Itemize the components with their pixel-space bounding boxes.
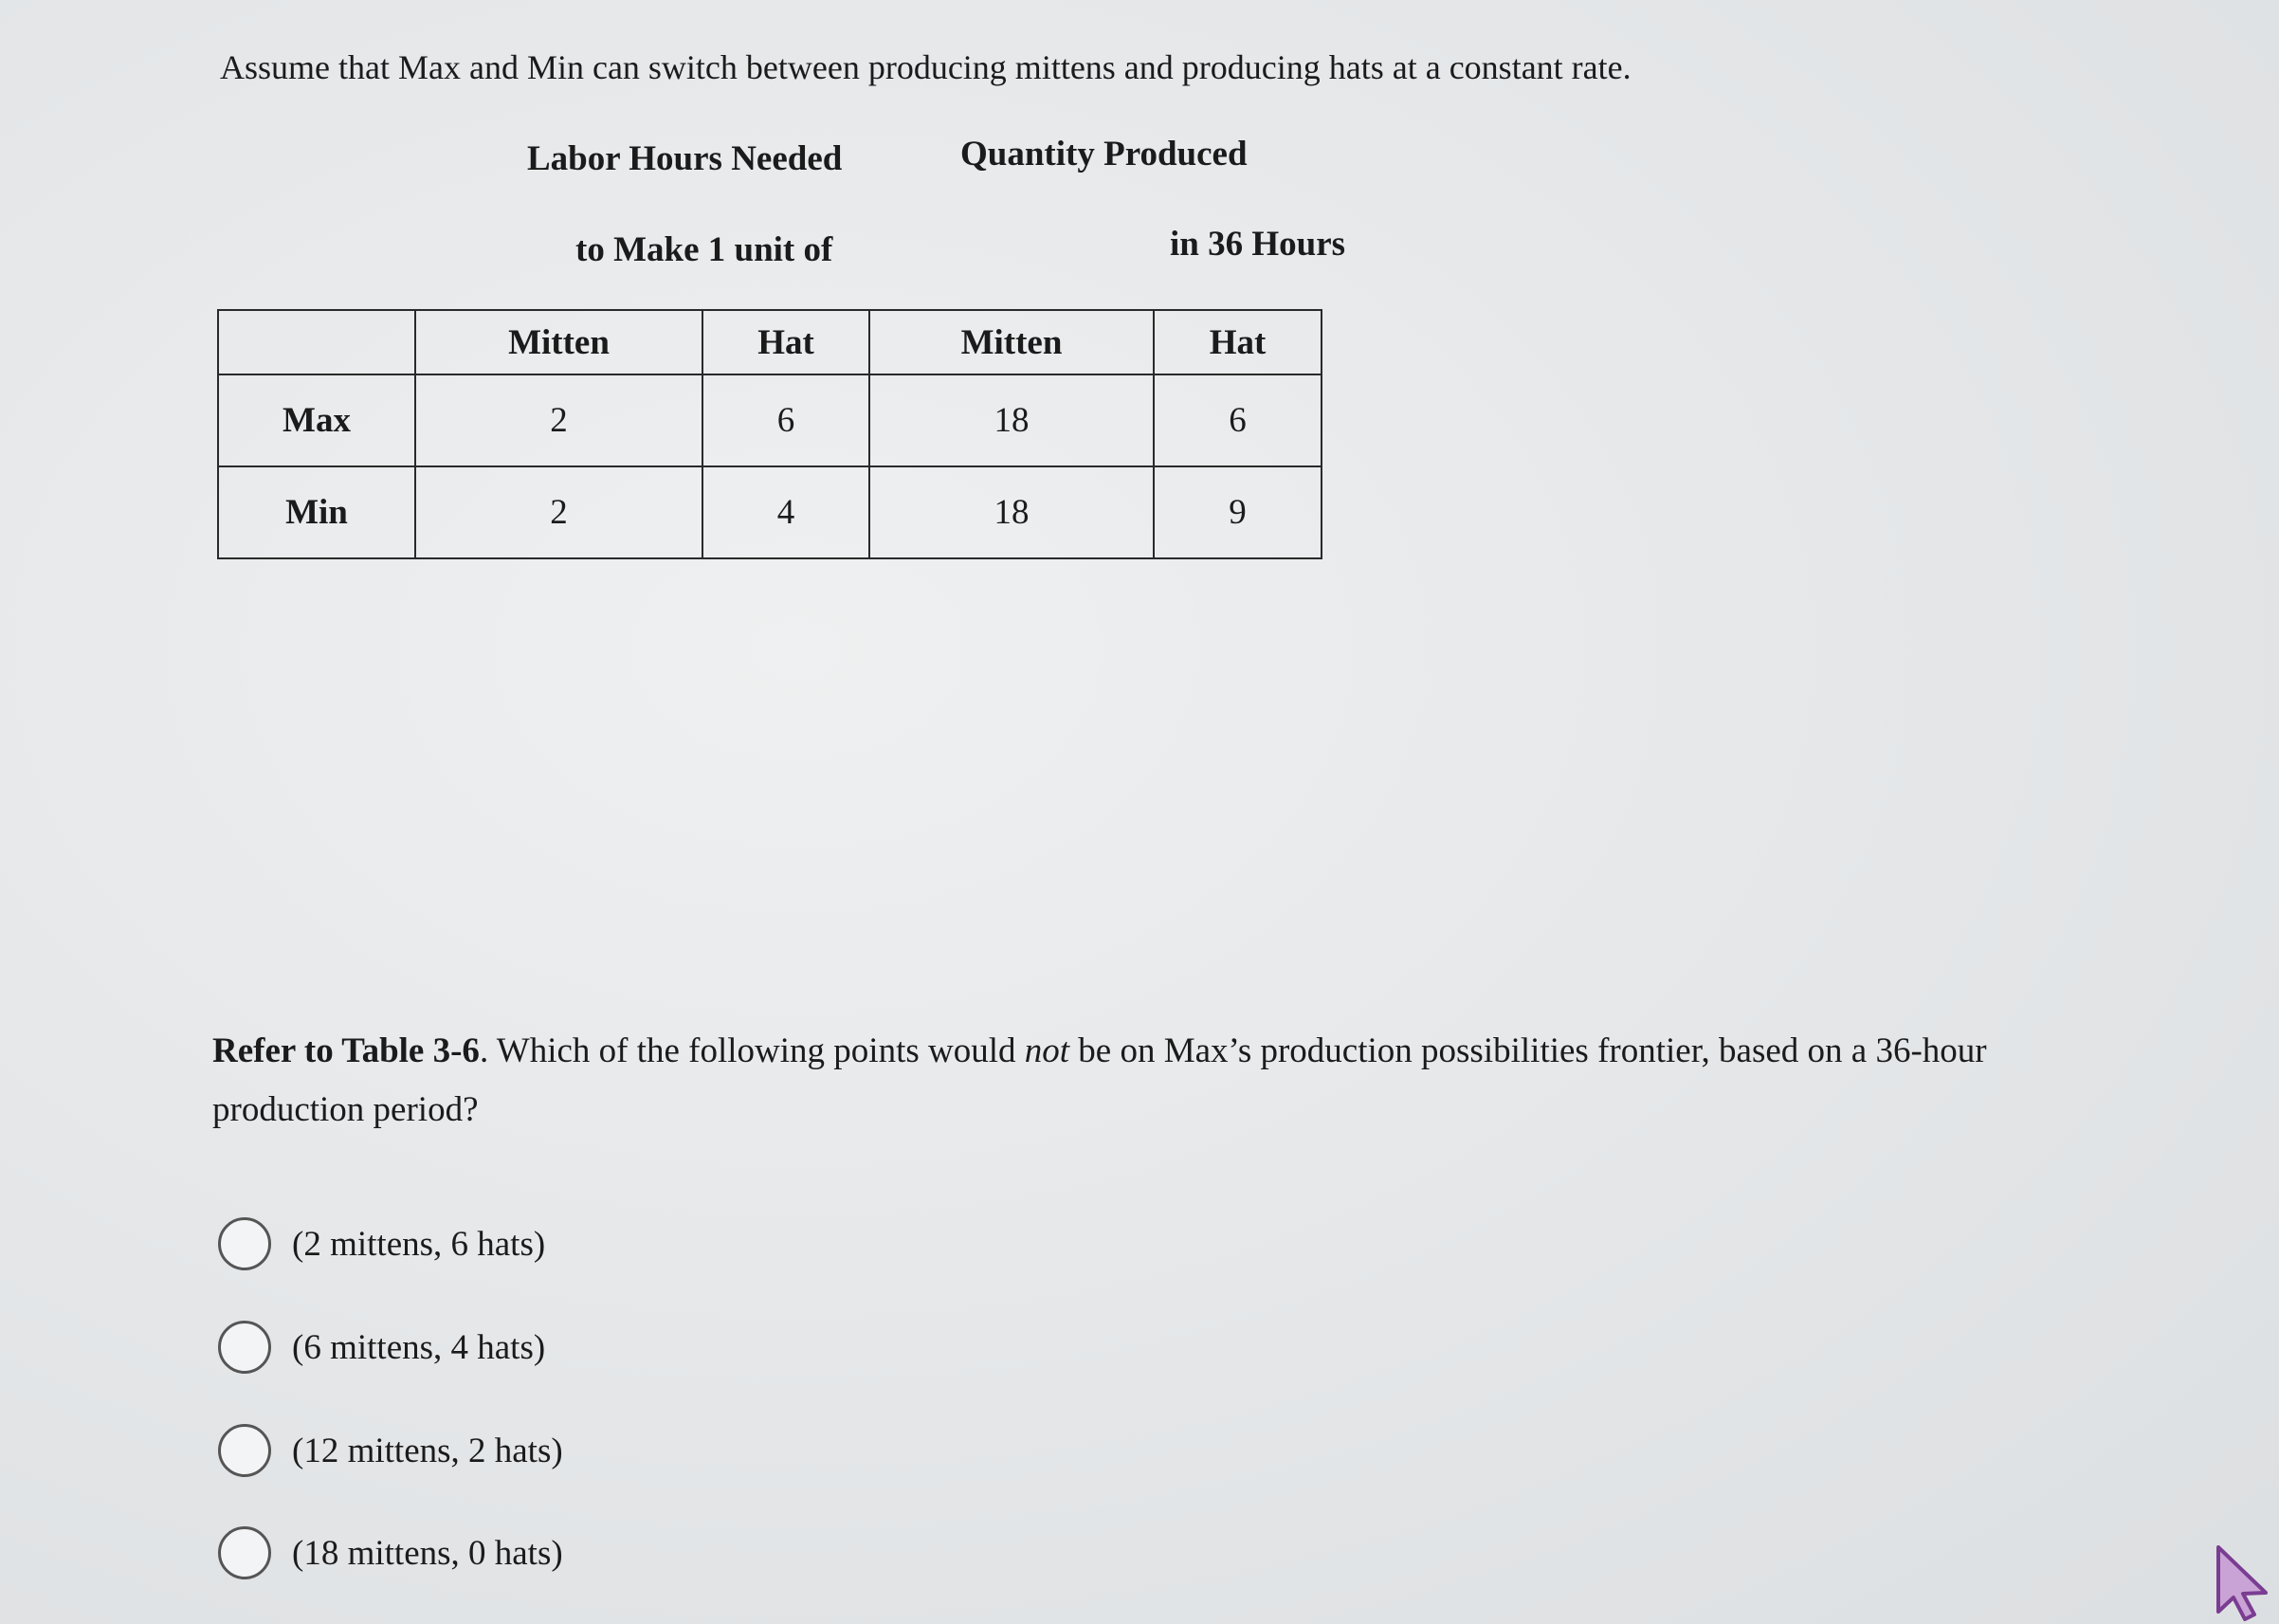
table-header-cell: Hat: [702, 310, 869, 374]
labor-hours-subheader: to Make 1 unit of: [575, 230, 833, 269]
production-table: [217, 309, 1322, 559]
table-cell: 18: [869, 466, 1154, 558]
table-cell: 4: [702, 466, 869, 558]
answer-option-2[interactable]: [218, 1321, 545, 1374]
radio-unselected-icon[interactable]: [218, 1321, 271, 1374]
table-cell: 2: [415, 374, 702, 466]
question-text: [212, 1022, 2099, 1140]
quantity-produced-subheader: in 36 Hours: [1170, 225, 1346, 264]
table-reference: Refer to Table 3-6: [212, 1031, 480, 1070]
table-header-cell: Mitten: [869, 310, 1154, 374]
answer-option-label: (18 mittens, 0 hats): [292, 1533, 563, 1573]
question-part-1: . Which of the following points would: [479, 1031, 1025, 1070]
table-cell: 6: [702, 374, 869, 466]
answer-option-label: (6 mittens, 4 hats): [292, 1327, 546, 1367]
labor-hours-header: Labor Hours Needed: [527, 139, 843, 178]
table-row: [218, 466, 1322, 558]
table-header-cell: Mitten: [415, 310, 702, 374]
table-header-cell: [218, 310, 415, 374]
answer-option-label: (2 mittens, 6 hats): [292, 1224, 546, 1264]
radio-unselected-icon[interactable]: [218, 1424, 271, 1477]
question-part-2: be on Max’s production possibilities frontier, based on a 36-hour production period?: [212, 1031, 1987, 1129]
mouse-pointer-icon: [2215, 1545, 2273, 1621]
radio-unselected-icon[interactable]: [218, 1526, 271, 1579]
intro-text: Assume that Max and Min can switch between producing mittens and producing hats at a constant rate.: [220, 48, 1632, 86]
table-cell: 6: [1154, 374, 1322, 466]
table-row-label: Max: [218, 374, 415, 466]
answer-option-label: (12 mittens, 2 hats): [292, 1431, 563, 1470]
question-emphasis: not: [1024, 1031, 1070, 1070]
answer-option-1[interactable]: [218, 1217, 545, 1270]
table-cell: 9: [1154, 466, 1322, 558]
table-cell: 18: [869, 374, 1154, 466]
table-cell: 2: [415, 466, 702, 558]
radio-unselected-icon[interactable]: [218, 1217, 271, 1270]
table-header-cell: Hat: [1154, 310, 1322, 374]
table-header-row: [218, 310, 1322, 374]
quantity-produced-header: Quantity Produced: [960, 135, 1248, 173]
table-row-label: Min: [218, 466, 415, 558]
answer-option-3[interactable]: [218, 1424, 563, 1477]
answer-option-4[interactable]: [218, 1526, 563, 1579]
table-row: [218, 374, 1322, 466]
